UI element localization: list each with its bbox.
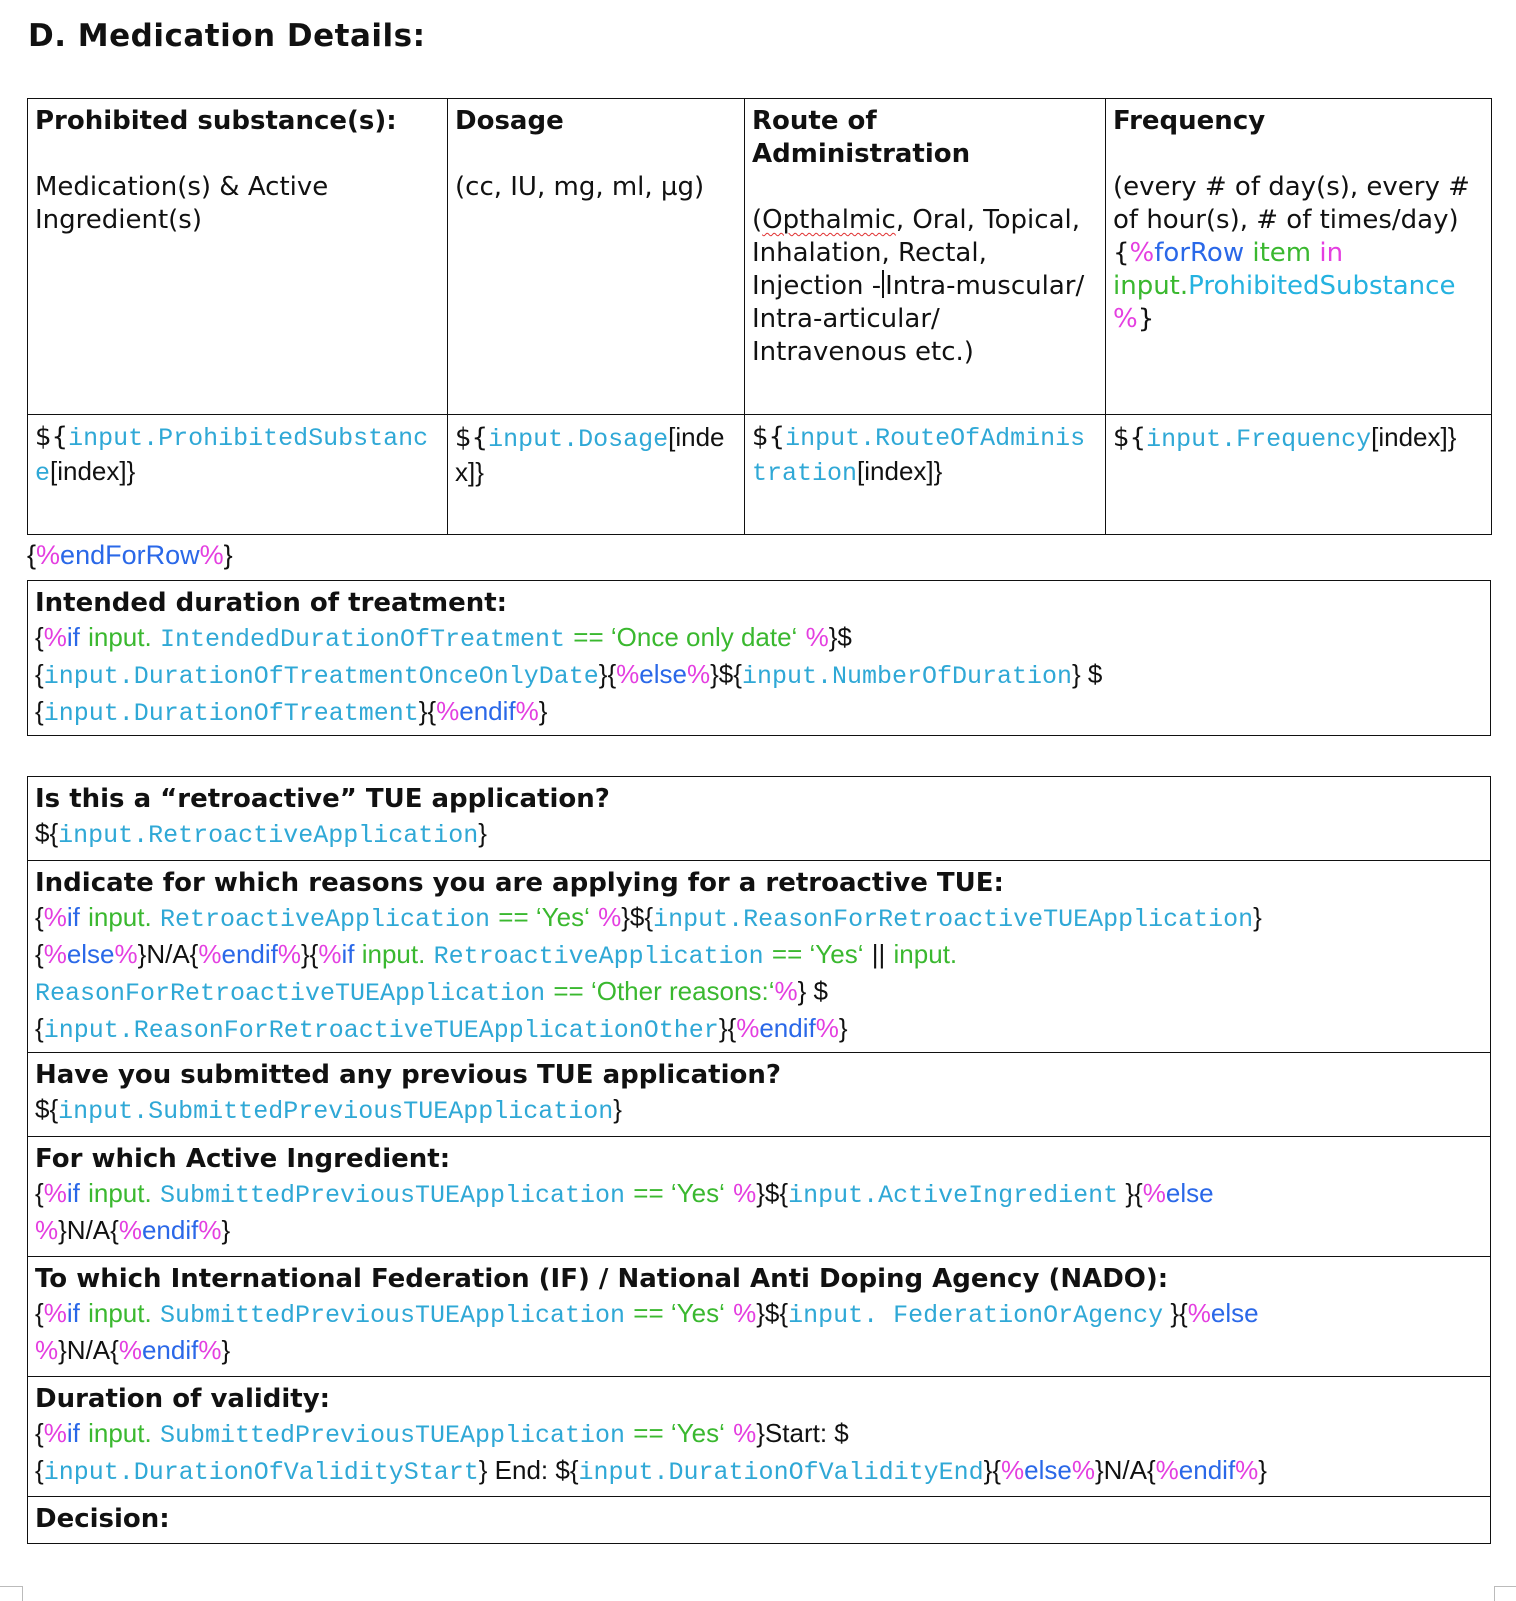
header-prohibited-substances xyxy=(28,99,448,415)
active-ingredient-section xyxy=(28,1137,1490,1257)
question-label: Have you submitted any previous TUE application? xyxy=(35,1060,781,1090)
decision-section xyxy=(28,1497,1490,1543)
cell-dosage: ${input.Dosage[index]} xyxy=(448,415,745,535)
page-corner-mark xyxy=(1494,1586,1516,1601)
page-corner-mark xyxy=(0,1586,23,1601)
header-route-of-administration xyxy=(745,99,1106,415)
question-label: Intended duration of treatment: xyxy=(35,588,508,618)
header-title: Dosage xyxy=(455,106,564,136)
template-row xyxy=(28,415,1492,535)
header-dosage xyxy=(448,99,745,415)
table-header-row xyxy=(28,99,1492,415)
question-label: For which Active Ingredient: xyxy=(35,1144,451,1174)
header-subtitle: (Opthalmic, Oral, Topical, Inhalation, Rectal, Injection - Intra-muscular/ Intra-articular/ Intravenous etc.) xyxy=(752,205,1085,367)
question-label: Indicate for which reasons you are applying for a retroactive TUE: xyxy=(35,868,1004,898)
header-subtitle: (every # of day(s), every # of hour(s), # of times/day) {%forRow item in input.ProhibitedSubstance %} xyxy=(1113,172,1470,334)
medication-table xyxy=(27,98,1492,535)
intended-duration-box xyxy=(27,580,1491,736)
question-label: Is this a “retroactive” TUE application? xyxy=(35,784,610,814)
header-frequency xyxy=(1106,99,1492,415)
cell-prohibited-substance: ${input.ProhibitedSubstance[index]} xyxy=(28,415,448,535)
spellcheck-word: Opthalmic xyxy=(762,205,896,235)
answer-expression: ${input.SubmittedPreviousTUEApplication} xyxy=(35,1094,622,1126)
end-loop-tag: {%endForRow%} xyxy=(27,540,233,570)
template-expression: {%if input. SubmittedPreviousTUEApplication == ‘Yes‘ %}Start: $ {input.DurationOfValidityStart} End: ${input.DurationOfValidityEnd}{%else%}N/A{%endif%} xyxy=(35,1418,1267,1487)
header-title: Prohibited substance(s): xyxy=(35,106,397,136)
text-cursor xyxy=(882,270,884,298)
tue-questions-box xyxy=(27,776,1491,1544)
template-expression: {%if input. IntendedDurationOfTreatment == ‘Once only date‘ %}$ {input.DurationOfTreatmentOnceOnlyDate}{%else%}${input.NumberOfDuration} $ {input.DurationOfTreatment}{%endif%} xyxy=(35,622,1103,728)
question-label: Duration of validity: xyxy=(35,1384,331,1414)
header-subtitle: (cc, IU, mg, ml, µg) xyxy=(455,172,705,202)
validity-section xyxy=(28,1377,1490,1497)
retroactive-section xyxy=(28,777,1490,861)
section-title: D. Medication Details: xyxy=(28,18,426,54)
cell-route: ${input.RouteOfAdministration[index]} xyxy=(745,415,1106,535)
template-expression: {%if input. SubmittedPreviousTUEApplication == ‘Yes‘ %}${input.ActiveIngredient }{%else %}N/A{%endif%} xyxy=(35,1178,1214,1245)
previous-application-section xyxy=(28,1053,1490,1137)
header-subtitle: Medication(s) & Active Ingredient(s) xyxy=(35,172,329,235)
template-expression: {%if input. RetroactiveApplication == ‘Yes‘ %}${input.ReasonForRetroactiveTUEApplication} {%else%}N/A{%endif%}{%if input. RetroactiveApplication == ‘Yes‘ || input. ReasonForRetroactiveTUEApplication == ‘Other reasons:‘%} $ {input.ReasonForRetroactiveTUEApplicationOther}{%endif%} xyxy=(35,902,1262,1045)
header-title: Route of Administration xyxy=(752,106,971,169)
answer-expression: ${input.RetroactiveApplication} xyxy=(35,818,487,850)
template-expression: {%if input. SubmittedPreviousTUEApplication == ‘Yes‘ %}${input. FederationOrAgency }{%else %}N/A{%endif%} xyxy=(35,1298,1259,1365)
cell-frequency: ${input.Frequency[index]} xyxy=(1106,415,1492,535)
federation-section xyxy=(28,1257,1490,1377)
header-title: Frequency xyxy=(1113,106,1266,136)
question-label: Decision: xyxy=(35,1504,170,1534)
retroactive-reasons-section xyxy=(28,861,1490,1053)
question-label: To which International Federation (IF) / National Anti Doping Agency (NADO): xyxy=(35,1264,1169,1294)
intended-duration-section xyxy=(28,581,1490,735)
